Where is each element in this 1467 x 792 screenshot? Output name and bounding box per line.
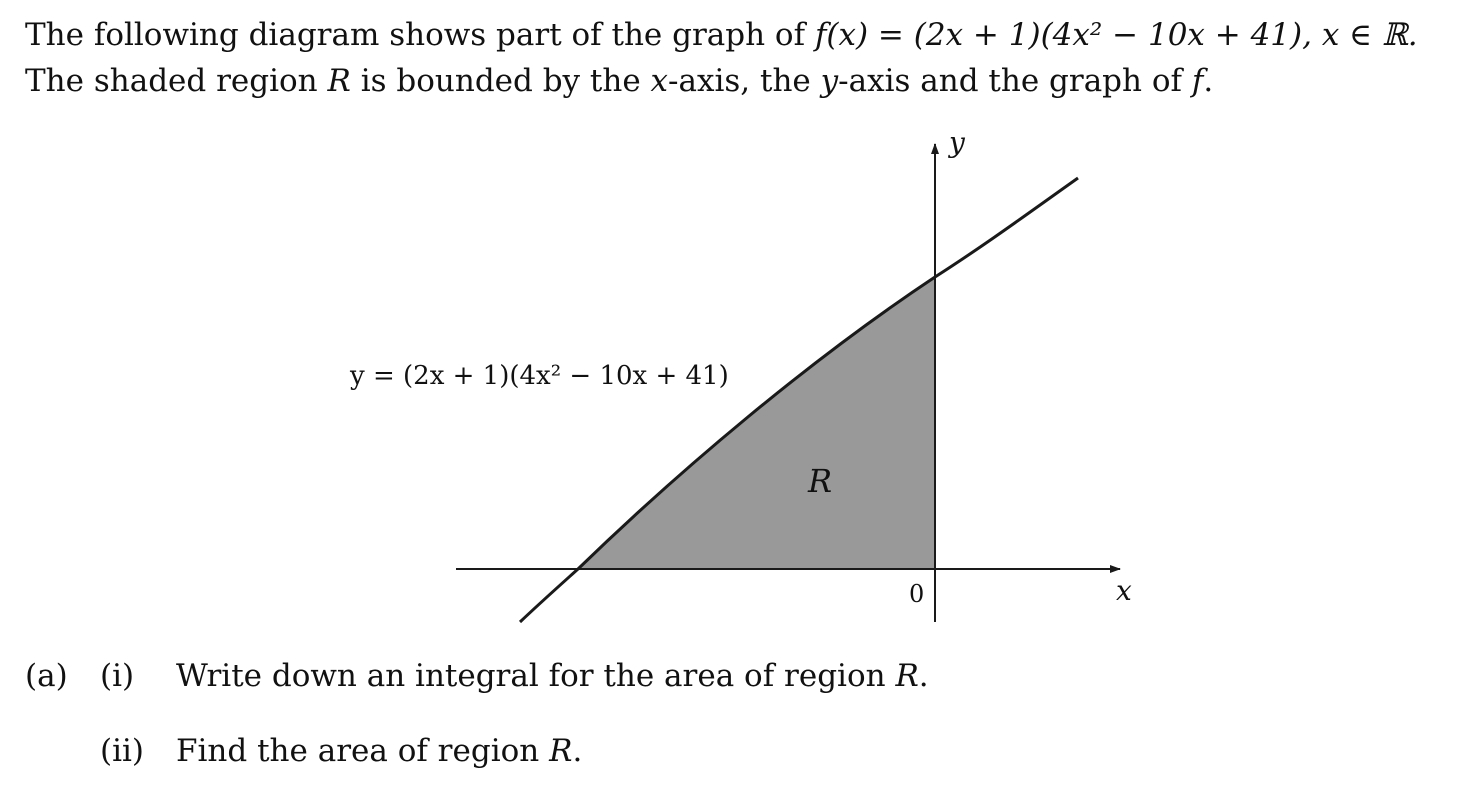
intro-text-5: -axis and the graph of: [838, 63, 1192, 99]
sub-part-label: (ii): [100, 733, 145, 769]
sub-part-label: (i): [100, 658, 135, 694]
y-word: y: [820, 63, 839, 99]
region-name: R: [327, 63, 351, 99]
x-axis-label: x: [1116, 574, 1132, 607]
part-label: (a): [25, 658, 68, 694]
question-text: [176, 656, 929, 696]
question-text-after: .: [572, 733, 583, 769]
intro-text-6: .: [1203, 63, 1214, 99]
x-word: x: [650, 63, 669, 99]
question-text-after: .: [918, 658, 929, 694]
region-label: R: [808, 462, 833, 500]
y-axis-label: y: [949, 126, 965, 159]
shaded-region: [578, 277, 935, 569]
question-text-before: Write down an integral for the area of region: [176, 658, 896, 694]
question-text-before: Find the area of region: [176, 733, 550, 769]
intro-text-1: The following diagram shows part of the graph of: [25, 17, 815, 53]
intro-text-2: The shaded region: [25, 63, 328, 99]
question-text: [176, 731, 582, 771]
f-word: f: [1191, 63, 1204, 99]
region-name: R: [895, 658, 919, 694]
region-name: R: [549, 733, 573, 769]
curve-label: y = (2x + 1)(4x² − 10x + 41): [350, 361, 729, 391]
intro-text-4: -axis, the: [668, 63, 821, 99]
intro-text-3: is bounded by the: [350, 63, 651, 99]
origin-label: 0: [909, 580, 925, 608]
function-expression: f(x) = (2x + 1)(4x² − 10x + 41), x ∈ ℝ.: [814, 17, 1418, 53]
